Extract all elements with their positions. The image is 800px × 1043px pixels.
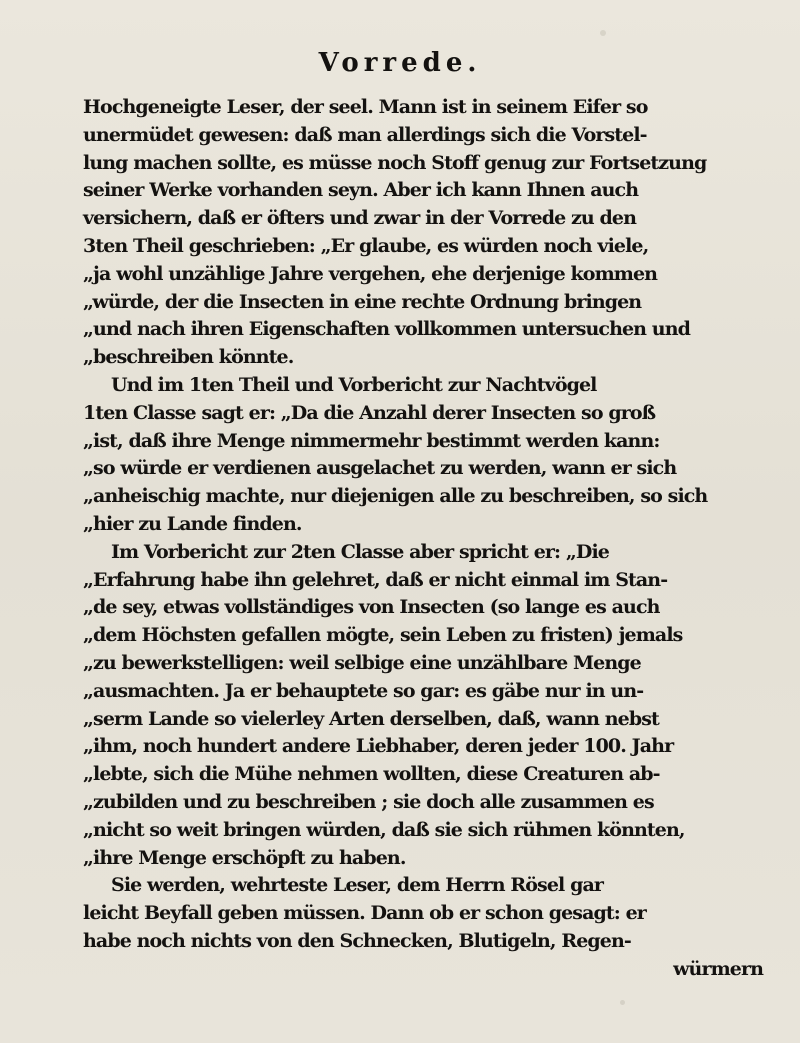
text-line: lung machen sollte, es müsse noch Stoff genug zur Fortsetzung: [83, 151, 707, 174]
text-line: „serm Lande so vielerley Arten derselben, daß, wann nebst: [83, 707, 659, 730]
text-line: „würde, der die Insecten in eine rechte Ordnung bringen: [83, 290, 642, 313]
page-heading: Vorrede.: [318, 48, 482, 78]
text-line: „ja wohl unzählige Jahre vergehen, ehe derjenige kommen: [83, 262, 658, 285]
text-line: Hochgeneigte Leser, der seel. Mann ist in seinem Eifer so: [83, 96, 648, 118]
text-line: „so würde er verdienen ausgelachet zu werden, wann er sich: [83, 457, 677, 480]
paper-stain: [600, 30, 606, 36]
text-line: unermüdet gewesen: daß man allerdings sich die Vorstel-: [83, 123, 647, 146]
text-line: Und im 1ten Theil und Vorbericht zur Nachtvögel: [111, 373, 597, 396]
text-line: Im Vorbericht zur 2ten Classe aber spricht er: „Die: [111, 540, 609, 563]
text-line: „anheischig machte, nur diejenigen alle zu beschreiben, so sich: [83, 485, 708, 508]
text-line: „zu bewerkstelligen: weil selbige eine unzählbare Menge: [83, 651, 641, 674]
text-line: „zubilden und zu beschreiben ; sie doch alle zusammen es: [83, 790, 654, 813]
text-line: leicht Beyfall geben müssen. Dann ob er schon gesagt: er: [83, 902, 646, 925]
text-line: „hier zu Lande finden.: [83, 512, 302, 535]
text-line: „lebte, sich die Mühe nehmen wollten, diese Creaturen ab-: [83, 763, 660, 786]
text-line: Sie werden, wehrteste Leser, dem Herrn Rösel gar: [111, 874, 603, 897]
text-line: versichern, daß er öfters und zwar in der Vorrede zu den: [83, 207, 636, 230]
text-line: „nicht so weit bringen würden, daß sie sich rühmen könnten,: [83, 818, 685, 841]
text-line: „und nach ihren Eigenschaften vollkommen untersuchen und: [83, 318, 691, 341]
text-line: „ihm, noch hundert andere Liebhaber, deren jeder 100. Jahr: [83, 735, 674, 758]
text-line: „ihre Menge erschöpft zu haben.: [83, 846, 406, 869]
text-line: habe noch nichts von den Schnecken, Blutigeln, Regen-: [83, 929, 631, 952]
body-text: [83, 94, 783, 984]
text-line: „beschreiben könnte.: [83, 346, 294, 369]
catchword: würmern: [673, 957, 763, 980]
text-line: 3ten Theil geschrieben: „Er glaube, es würden noch viele,: [83, 234, 649, 257]
text-line: 1ten Classe sagt er: „Da die Anzahl derer Insecten so groß: [83, 401, 656, 424]
text-line: „ausmachten. Ja er behauptete so gar: es gäbe nur in un-: [83, 679, 644, 702]
text-line: „ist, daß ihre Menge nimmermehr bestimmt werden kann:: [83, 429, 660, 452]
text-line: seiner Werke vorhanden seyn. Aber ich kann Ihnen auch: [83, 179, 639, 202]
paper-stain: [620, 1000, 625, 1005]
text-line: „Erfahrung habe ihn gelehret, daß er nicht einmal im Stan-: [83, 568, 668, 591]
text-line: „dem Höchsten gefallen mögte, sein Leben zu fristen) jemals: [83, 624, 683, 647]
text-line: „de sey, etwas vollständiges von Insecten (so lange es auch: [83, 596, 660, 619]
